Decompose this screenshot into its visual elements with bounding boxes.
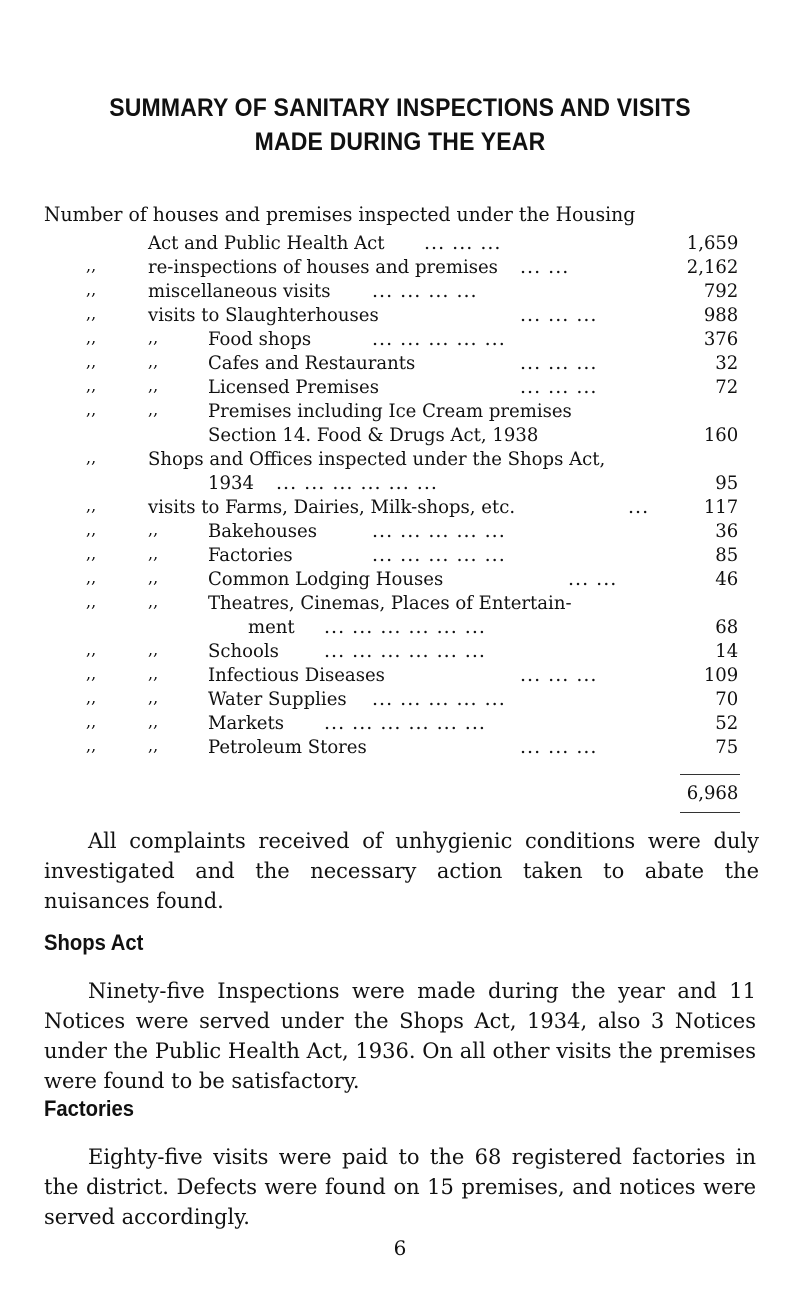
ditto-mark: ,, — [86, 256, 97, 275]
row-dots: ... ... ... ... ... — [372, 328, 506, 350]
row-value: 70 — [715, 688, 738, 710]
row-label: Markets — [208, 712, 285, 734]
row-value: 52 — [715, 712, 738, 734]
table-row — [0, 304, 800, 326]
row-dots: ... ... — [568, 568, 618, 590]
row-dots: ... ... ... ... ... ... — [276, 472, 438, 494]
summary-intro: Number of houses and premises inspected under the Housing — [44, 202, 636, 226]
ditto-mark: ,, — [86, 592, 97, 611]
row-dots: ... ... ... — [520, 736, 598, 758]
page-subtitle: MADE DURING THE YEAR — [254, 128, 546, 156]
table-row-continuation — [0, 424, 800, 446]
ditto-mark: ,, — [148, 688, 159, 707]
row-value: 1,659 — [686, 232, 738, 254]
row-value: 14 — [715, 640, 738, 662]
row-dots: ... ... ... — [520, 304, 598, 326]
row-label: Petroleum Stores — [208, 736, 367, 758]
table-row — [0, 664, 800, 686]
ditto-mark: ,, — [86, 664, 97, 683]
total-row — [0, 782, 800, 804]
table-row — [0, 280, 800, 302]
row-label-continued: 1934 — [208, 472, 254, 494]
row-label: visits to Slaughterhouses — [148, 304, 379, 326]
complaints-paragraph: All complaints received of unhygienic conditions were duly investigated and the necessary action taken to abate the nuisances found. — [44, 829, 759, 913]
ditto-mark: ,, — [86, 496, 97, 515]
ditto-mark: ,, — [86, 304, 97, 323]
row-label: Food shops — [208, 328, 312, 350]
ditto-mark: ,, — [86, 712, 97, 731]
table-row — [0, 256, 800, 278]
page-title: SUMMARY OF SANITARY INSPECTIONS AND VISITS — [109, 94, 691, 122]
row-dots: ... ... ... — [520, 664, 598, 686]
row-value: 95 — [715, 472, 738, 494]
table-row — [0, 496, 800, 518]
row-label: miscellaneous visits — [148, 280, 331, 302]
table-row — [0, 448, 800, 470]
row-label: Common Lodging Houses — [208, 568, 444, 590]
table-row — [0, 352, 800, 374]
ditto-mark: ,, — [148, 376, 159, 395]
row-value: 792 — [703, 280, 738, 302]
ditto-mark: ,, — [86, 376, 97, 395]
row-value: 32 — [715, 352, 738, 374]
table-row — [0, 232, 800, 254]
ditto-mark: ,, — [148, 736, 159, 755]
row-value: 46 — [715, 568, 738, 590]
row-dots: ... ... — [520, 256, 570, 278]
row-value: 68 — [715, 616, 738, 638]
row-label: Premises including Ice Cream premises — [208, 400, 572, 422]
factories-heading: Factories — [44, 1096, 135, 1121]
ditto-mark: ,, — [148, 664, 159, 683]
table-row — [0, 712, 800, 734]
shops-act-heading: Shops Act — [44, 930, 144, 955]
ditto-mark: ,, — [86, 352, 97, 371]
ditto-mark: ,, — [86, 448, 97, 467]
row-value: 160 — [703, 424, 738, 446]
table-row — [0, 568, 800, 590]
row-label: Infectious Diseases — [208, 664, 385, 686]
table-row — [0, 592, 800, 614]
row-label: Cafes and Restaurants — [208, 352, 416, 374]
table-row — [0, 520, 800, 542]
ditto-mark: ,, — [86, 544, 97, 563]
ditto-mark: ,, — [148, 592, 159, 611]
row-label: Schools — [208, 640, 279, 662]
row-dots: ... ... ... ... ... ... — [324, 640, 486, 662]
ditto-mark: ,, — [148, 712, 159, 731]
total-value: 6,968 — [686, 782, 738, 804]
ditto-mark: ,, — [148, 568, 159, 587]
row-dots: ... ... ... ... ... — [372, 688, 506, 710]
row-label: visits to Farms, Dairies, Milk-shops, etc. — [148, 496, 516, 518]
table-row — [0, 400, 800, 422]
row-dots: ... ... ... ... ... — [372, 520, 506, 542]
row-label: Bakehouses — [208, 520, 317, 542]
row-dots: ... ... ... — [424, 232, 502, 254]
row-label-continued: Section 14. Food & Drugs Act, 1938 — [208, 424, 539, 446]
table-row — [0, 736, 800, 758]
row-label-continued: ment — [248, 616, 295, 638]
page-number: 6 — [393, 1236, 407, 1260]
total-rule-top — [680, 774, 740, 775]
ditto-mark: ,, — [86, 520, 97, 539]
table-row-continuation — [0, 472, 800, 494]
row-dots: ... — [628, 496, 650, 518]
shops-act-paragraph: Ninety-five Inspections were made during the year and 11 Notices were served under the Shops Act, 1934, also 3 Notices under the Public Health Act, 1936. On all other visits the premises were found to be satisfactory. — [44, 979, 756, 1093]
table-row-continuation — [0, 616, 800, 638]
ditto-mark: ,, — [86, 280, 97, 299]
row-dots: ... ... ... ... ... ... — [324, 616, 486, 638]
ditto-mark: ,, — [148, 520, 159, 539]
row-dots: ... ... ... ... ... — [372, 544, 506, 566]
row-label: Water Supplies — [208, 688, 347, 710]
table-row — [0, 640, 800, 662]
row-value: 75 — [715, 736, 738, 758]
row-value: 109 — [703, 664, 738, 686]
ditto-mark: ,, — [148, 400, 159, 419]
row-label: Act and Public Health Act — [148, 232, 385, 254]
row-value: 117 — [703, 496, 738, 518]
ditto-mark: ,, — [148, 640, 159, 659]
row-dots: ... ... ... ... — [372, 280, 478, 302]
ditto-mark: ,, — [86, 736, 97, 755]
row-dots: ... ... ... — [520, 376, 598, 398]
ditto-mark: ,, — [148, 544, 159, 563]
table-row — [0, 544, 800, 566]
table-row — [0, 688, 800, 710]
table-row — [0, 376, 800, 398]
ditto-mark: ,, — [86, 568, 97, 587]
ditto-mark: ,, — [148, 328, 159, 347]
factories-paragraph: Eighty-five visits were paid to the 68 registered factories in the district. Defects were found on 15 premises, and notices were served accordingly. — [44, 1145, 756, 1229]
ditto-mark: ,, — [86, 640, 97, 659]
row-label: Factories — [208, 544, 293, 566]
ditto-mark: ,, — [86, 688, 97, 707]
row-dots: ... ... ... — [520, 352, 598, 374]
row-label: re-inspections of houses and premises — [148, 256, 498, 278]
total-rule-bottom — [680, 812, 740, 813]
ditto-mark: ,, — [86, 400, 97, 419]
row-label: Theatres, Cinemas, Places of Entertain- — [208, 592, 572, 614]
row-dots: ... ... ... ... ... ... — [324, 712, 486, 734]
row-value: 72 — [715, 376, 738, 398]
row-value: 988 — [703, 304, 738, 326]
ditto-mark: ,, — [148, 352, 159, 371]
row-value: 376 — [703, 328, 738, 350]
row-label: Shops and Offices inspected under the Shops Act, — [148, 448, 606, 470]
row-value: 36 — [715, 520, 738, 542]
row-value: 2,162 — [686, 256, 738, 278]
ditto-mark: ,, — [86, 328, 97, 347]
row-label: Licensed Premises — [208, 376, 379, 398]
table-row — [0, 328, 800, 350]
row-value: 85 — [715, 544, 738, 566]
